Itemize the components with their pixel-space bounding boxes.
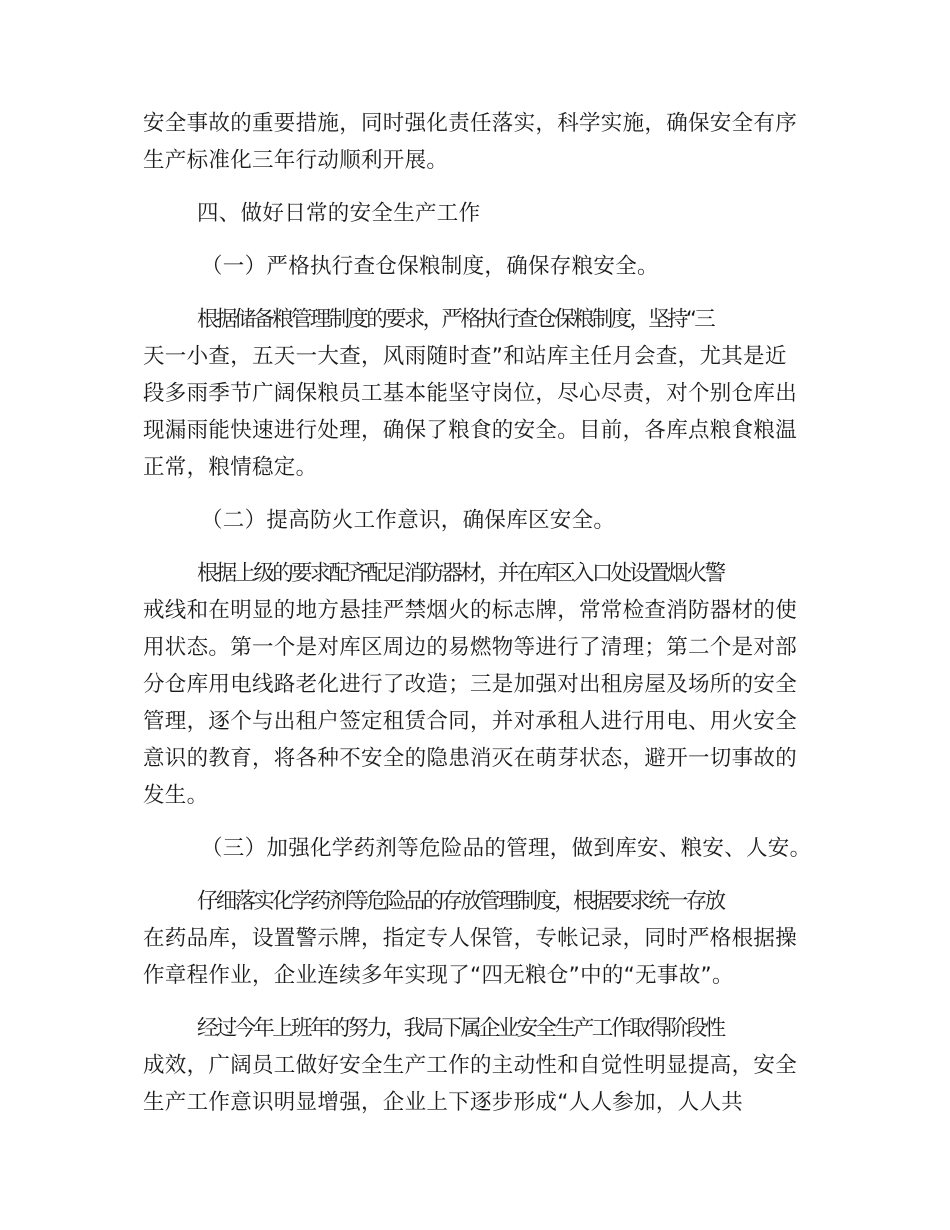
subsection-heading — [143, 502, 810, 539]
paragraph-gap — [143, 179, 810, 195]
text-line: 安全事故的重要措施，同时强化责任落实，科学实施，确保安全有序 — [143, 111, 798, 136]
text-line: 意识的教育，将各种不安全的隐患消灭在萌芽状态，避开一切事故的 — [143, 746, 798, 771]
text-line: 生产标准化三年行动顺利开展。 — [143, 148, 449, 173]
text-line: 在药品库，设置警示牌，指定专人保管，专帐记录，同时严格根据操 — [143, 926, 798, 951]
text-line: 根据储备粮管理制度的要求，严格执行查仓保粮制度，坚持“三 — [197, 307, 714, 332]
paragraph-gap — [143, 232, 810, 248]
text-line: 经过今年上班年的努力，我局下属企业安全生产工作取得阶段性 — [197, 1016, 724, 1041]
text-line: 现漏雨能快速进行处理，确保了粮食的安全。目前，各库点粮食粮温 — [143, 418, 798, 443]
paragraph-gap — [143, 285, 810, 301]
heading-text: （二）提高防火工作意识，确保库区安全。 — [201, 508, 616, 533]
body-paragraph — [143, 1010, 810, 1121]
text-line: 分仓库用电线路老化进行了改造；三是加强对出租房屋及场所的安全 — [143, 672, 798, 697]
text-line: 发生。 — [143, 783, 209, 808]
subsection-heading — [143, 248, 810, 285]
section-heading — [143, 195, 810, 232]
text-line: 根据上级的要求配齐配足消防器材，并在库区入口处设置烟火警 — [197, 561, 724, 586]
heading-text: （一）严格执行查仓保粮制度，确保存粮安全。 — [201, 254, 659, 279]
text-line: 作章程作业，企业连续多年实现了“四无粮仓”中的“无事故”。 — [143, 963, 734, 988]
paragraph-gap — [143, 994, 810, 1010]
paragraph-gap — [143, 486, 810, 502]
body-paragraph — [143, 555, 810, 814]
text-line: 仔细落实化学药剂等危险品的存放管理制度，根据要求统一存放 — [197, 889, 724, 914]
text-line: 天一小查，五天一大查，风雨随时查”和站库主任月会查，尤其是近 — [143, 344, 787, 369]
body-paragraph — [143, 883, 810, 994]
paragraph-gap — [143, 814, 810, 830]
body-paragraph — [143, 105, 810, 179]
subsection-heading — [143, 830, 810, 867]
text-line: 段多雨季节广阔保粮员工基本能坚守岗位，尽心尽责，对个别仓库出 — [143, 381, 798, 406]
text-line: 生产工作意识明显增强，企业上下逐步形成“人人参加，人人共 — [143, 1090, 744, 1115]
text-line: 管理，逐个与出租户签定租赁合同，并对承租人进行用电、用火安全 — [143, 709, 798, 734]
text-line: 正常，粮情稳定。 — [143, 455, 318, 480]
text-line: 用状态。第一个是对库区周边的易燃物等进行了清理；第二个是对部 — [143, 635, 798, 660]
heading-text: 四、做好日常的安全生产工作 — [197, 201, 481, 226]
paragraph-gap — [143, 539, 810, 555]
text-line: 成效，广阔员工做好安全生产工作的主动性和自觉性明显提高，安全 — [143, 1053, 798, 1078]
heading-text: （三）加强化学药剂等危险品的管理，做到库安、粮安、人安。 — [201, 836, 812, 861]
paragraph-gap — [143, 867, 810, 883]
text-line: 戒线和在明显的地方悬挂严禁烟火的标志牌，常常检查消防器材的使 — [143, 598, 798, 623]
body-paragraph — [143, 301, 810, 486]
